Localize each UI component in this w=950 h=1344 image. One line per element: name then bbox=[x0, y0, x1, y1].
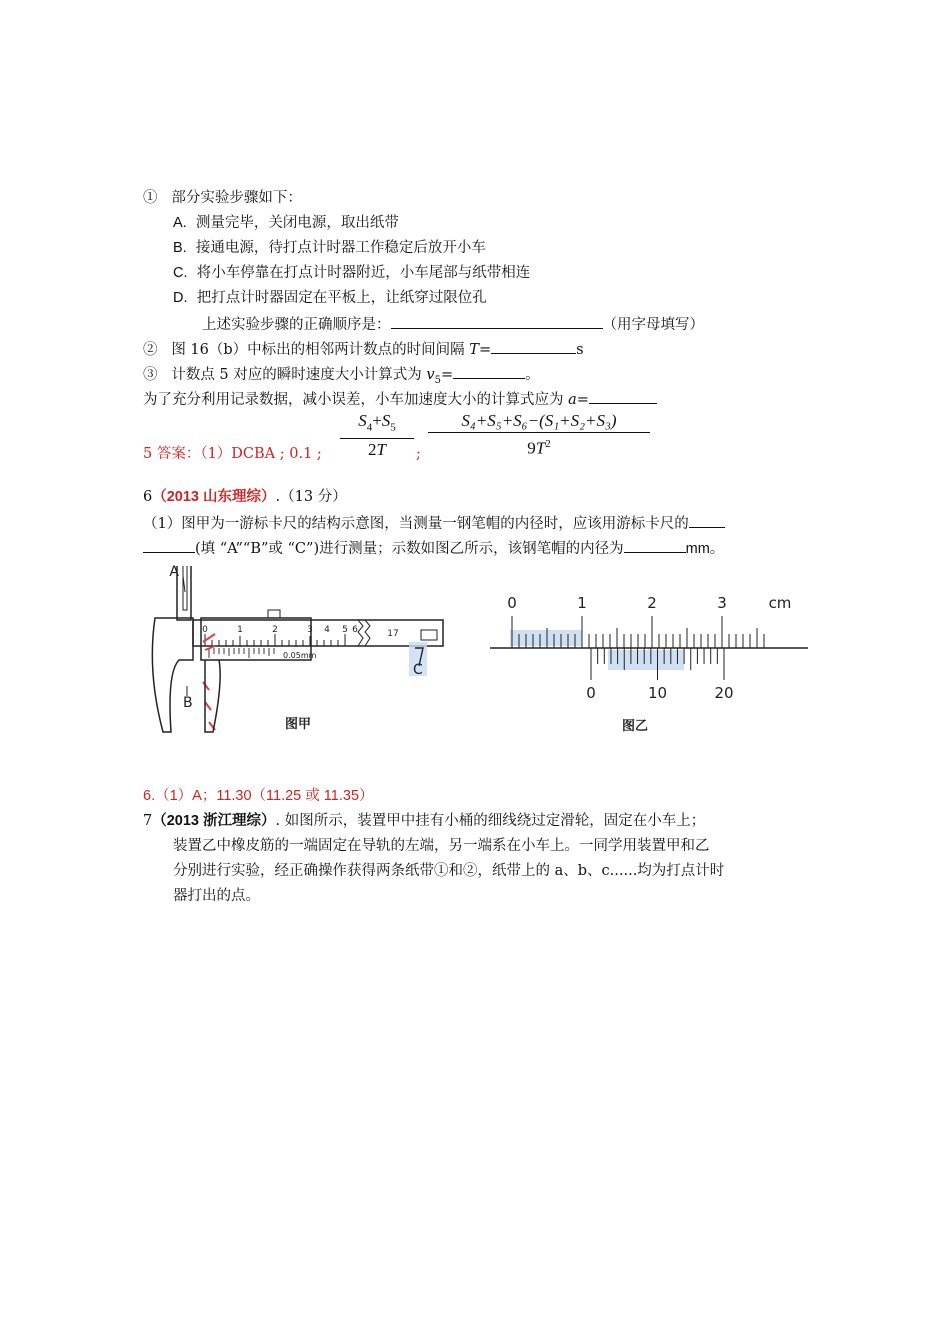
q7-line3: 分别进行实验，经正确操作获得两条纸带①和②，纸带上的 a、b、c......均为打点计时 bbox=[173, 863, 725, 879]
reading-main-1: 1 bbox=[577, 594, 587, 612]
main-tick-3: 3 bbox=[307, 625, 313, 635]
main-tick-17: 17 bbox=[387, 629, 399, 639]
figure-vernier-reading bbox=[490, 588, 810, 742]
main-tick-0: 0 bbox=[202, 625, 208, 635]
q6-heading: 6（2013 山东理综）.（13 分） bbox=[143, 489, 347, 505]
label-a: A bbox=[169, 564, 179, 580]
q7-line4: 器打出的点。 bbox=[173, 888, 260, 904]
reading-vernier-10: 10 bbox=[647, 684, 668, 702]
q2-line: ② 图 16（b）中标出的相邻两计数点的时间间隔 T= s bbox=[143, 338, 584, 360]
order-question: 上述实验步骤的正确顺序是： （用字母填写） bbox=[202, 313, 704, 335]
order-blank[interactable] bbox=[391, 313, 603, 329]
q7-line2: 装置乙中橡皮筋的一端固定在导轨的左端，另一端系在小车上。一同学用装置甲和乙 bbox=[173, 838, 710, 854]
answer-6: 6.（1）A；11.30（11.25 或 11.35） bbox=[143, 788, 374, 804]
step-a: A. 测量完毕，关闭电源，取出纸带 bbox=[173, 215, 399, 231]
tool-blank-b[interactable] bbox=[143, 537, 195, 553]
tool-blank-a[interactable] bbox=[689, 512, 725, 528]
step-heading: ① 部分实验步骤如下： bbox=[143, 190, 302, 206]
reading-unit: cm bbox=[768, 594, 792, 612]
step-d: D. 把打点计时器固定在平板上，让纸穿过限位孔 bbox=[173, 290, 487, 306]
q6-line1: （1）图甲为一游标卡尺的结构示意图，当测量一钢笔帽的内径时，应该用游标卡尺的 bbox=[143, 512, 725, 534]
main-tick-4: 4 bbox=[324, 625, 330, 635]
figure-caliper bbox=[143, 562, 453, 746]
fraction-velocity: $S_4+S_5$ 2T bbox=[340, 410, 414, 461]
main-tick-5: 5 bbox=[342, 625, 348, 635]
main-tick-1: 1 bbox=[237, 625, 243, 635]
diameter-blank[interactable] bbox=[624, 537, 686, 553]
reading-main-3: 3 bbox=[717, 594, 727, 612]
acceleration-blank[interactable] bbox=[589, 388, 657, 404]
step-b: B. 接通电源，待打点计时器工作稳定后放开小车 bbox=[173, 240, 486, 256]
reading-vernier-20: 20 bbox=[714, 684, 734, 702]
step-c: C. 将小车停靠在打点计时器附近，小车尾部与纸带相连 bbox=[173, 265, 531, 281]
vernier-precision-label: 0.05mm bbox=[283, 651, 317, 660]
q4-line: 为了充分利用记录数据，减小误差，小车加速度大小的计算式应为 a= bbox=[143, 388, 657, 410]
answer-5-sep: ; bbox=[416, 446, 421, 462]
interval-blank[interactable] bbox=[491, 338, 576, 354]
reading-vernier-0: 0 bbox=[586, 684, 596, 702]
caption-figure-b: 图乙 bbox=[622, 719, 649, 734]
q3-line: ③ 计数点 5 对应的瞬时速度大小计算式为 $v_5=$ 。 bbox=[143, 363, 540, 391]
reading-main-2: 2 bbox=[647, 594, 657, 612]
main-tick-6: 6 bbox=[352, 625, 358, 635]
reading-main-0: 0 bbox=[507, 594, 517, 612]
main-tick-2: 2 bbox=[272, 625, 278, 635]
answer-5: 5 答案：（1）DCBA ; 0.1 ; bbox=[143, 446, 322, 462]
q6-line2: (填 “A”“B”或 “C”)进行测量；示数如图乙所示，该钢笔帽的内径为 mm。 bbox=[143, 537, 724, 559]
velocity-blank[interactable] bbox=[453, 363, 525, 379]
fraction-acceleration: S₄+S₅+S₆−(S₁+S₂+S₃) $9T^2$ bbox=[428, 410, 650, 460]
label-c: C bbox=[413, 662, 423, 678]
q7-line1: 7（2013 浙江理综）. 如图所示，装置甲中挂有小桶的细线绕过定滑轮，固定在小车上； bbox=[143, 813, 706, 829]
caption-figure-a: 图甲 bbox=[285, 717, 312, 732]
label-b: B bbox=[183, 695, 193, 711]
